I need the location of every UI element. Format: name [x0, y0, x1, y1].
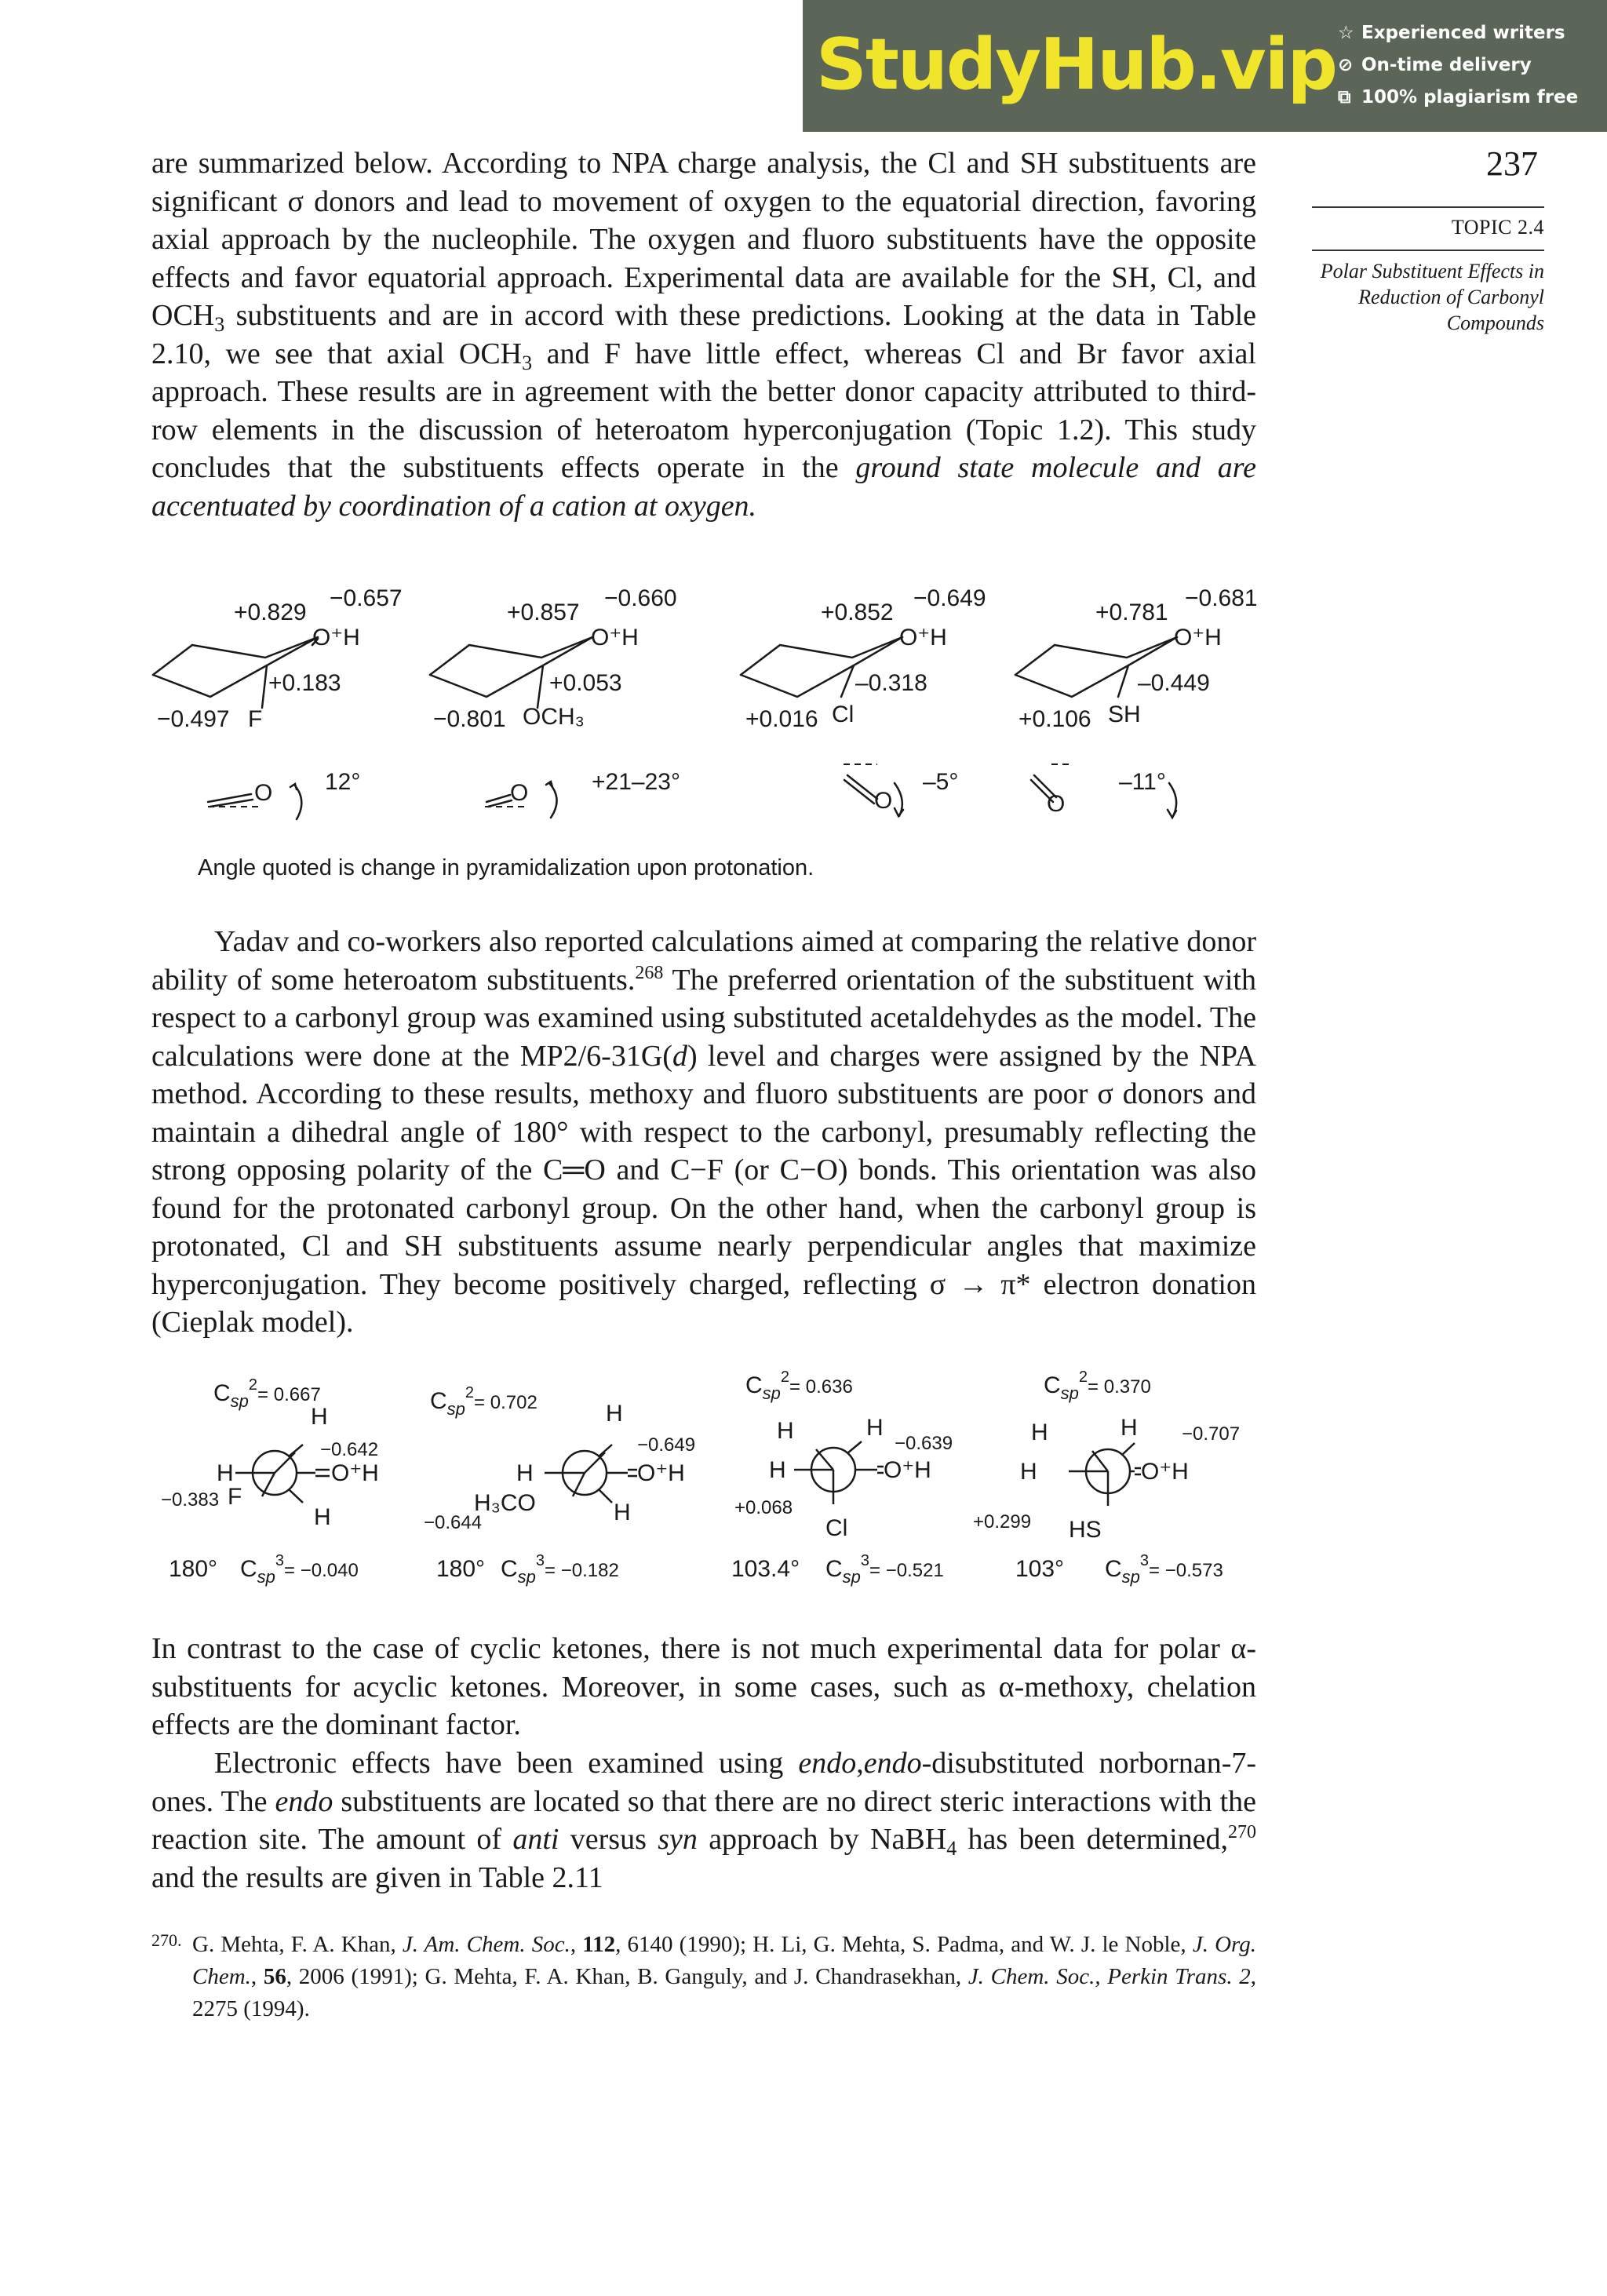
banner-features	[1338, 17, 1597, 114]
charge-carbonyl-c: +0.852	[821, 600, 894, 625]
dihedral-angle: 180°	[169, 1556, 218, 1582]
paragraph-3: In contrast to the case of cyclic ketones, there is not much experimental data for polar α-substituents for acyclic ketones. Moreover, in some cases, such as α-methoxy, chelation effects are the dominant factor.	[151, 1632, 1256, 1741]
charge-substituent: −0.644	[424, 1512, 483, 1533]
charge-substituent: −0.383	[161, 1489, 220, 1511]
protonated-oxygen: O⁺H	[1174, 625, 1222, 651]
charge-carbonyl-c: +0.781	[1095, 600, 1168, 625]
csp2-label: $C_{sp}^2_{= 0.667}$	[213, 1376, 321, 1411]
dihedral-angle: 103°	[1015, 1556, 1065, 1582]
charge-alpha-c: –0.449	[1138, 670, 1210, 696]
paragraph-4: Electronic effects have been examined using endo,endo-disubstituted norbornan-7-ones. The endo substituents are located so that there are no direct steric interactions with the reaction site. The amount of anti versus syn approach by NaBH$_4$ has been determined,$^{270}$ and the results are given in Table 2.11	[151, 1747, 1256, 1894]
charge-oxygen: −0.639	[895, 1433, 953, 1454]
substituent: H₃CO	[474, 1490, 536, 1516]
protonated-oxygen: O⁺H	[637, 1460, 685, 1486]
hydrogen-label: H	[314, 1504, 331, 1530]
paragraph-2: Yadav and co-workers also reported calculations aimed at comparing the relative donor ability of some heteroatom substituents.$^{268}$ The preferred orientation of the substituent with respect to a carbonyl group was examined using substituted acetaldehydes as the model. The calculations were done at the MP2/6-31G(d) level and charges were assigned by the NPA method. According to these results, methoxy and fluoro substituents are poor σ donors and maintain a dihedral angle of 180° with respect to the carbonyl, presumably reflecting the strong opposing polarity of the C═O and C−F (or C−O) bonds. This orientation was also found for the protonated carbonyl group. On the other hand, when the carbonyl group is protonated, Cl and SH substituents assume nearly perpendicular angles that maximize hyperconjugation. They become positively charged, reflecting σ → π* electron donation (Cieplak model).	[151, 925, 1256, 1339]
copy-icon: ⧉	[1338, 87, 1351, 108]
pyramidalization-angle: –11°	[1119, 769, 1166, 795]
header-rule	[1312, 250, 1544, 251]
hydrogen-label: H	[1020, 1459, 1037, 1485]
substituent: HS	[1069, 1517, 1102, 1543]
hydrogen-label: H	[516, 1460, 534, 1486]
clock-icon: ⊘	[1338, 55, 1354, 75]
csp3-label: $C_{sp}^3_{= -0.521}$	[825, 1552, 944, 1587]
charge-oxygen: −0.649	[637, 1434, 696, 1456]
charge-substituent: −0.801	[433, 706, 506, 732]
csp2-label: $C_{sp}^2_{= 0.370}$	[1044, 1369, 1151, 1403]
substituent: Cl	[825, 1515, 848, 1541]
carbonyl-oxygen: O	[254, 780, 273, 806]
substituent: SH	[1108, 702, 1141, 727]
charge-carbonyl-c: +0.829	[234, 600, 307, 625]
pyramidalization-angle: 12°	[325, 769, 361, 795]
banner-logo[interactable]: StudyHub.vip	[816, 24, 1336, 106]
carbonyl-oxygen: O	[510, 780, 529, 806]
dihedral-angle: 103.4°	[731, 1556, 800, 1582]
csp3-label: $C_{sp}^3_{= -0.040}$	[240, 1552, 359, 1587]
hydrogen-label: H	[866, 1415, 884, 1441]
csp2-label: $C_{sp}^2_{= 0.636}$	[745, 1369, 853, 1403]
hydrogen-label: H	[311, 1404, 328, 1430]
dihedral-angle: 180°	[436, 1556, 486, 1582]
charge-alpha-c: +0.053	[549, 670, 622, 696]
charge-oxygen: −0.707	[1182, 1423, 1241, 1445]
charge-substituent: −0.497	[157, 706, 230, 732]
hydrogen-label: H	[217, 1460, 234, 1486]
charge-carbonyl-c: +0.857	[507, 600, 580, 625]
hydrogen-label: H	[1121, 1415, 1138, 1441]
protonated-oxygen: O⁺H	[591, 625, 639, 651]
charge-substituent: +0.106	[1018, 706, 1091, 732]
banner-feature	[1338, 82, 1597, 114]
protonated-oxygen: O⁺H	[331, 1460, 379, 1486]
topic-label: TOPIC 2.4	[1451, 216, 1544, 239]
footnote: 270. G. Mehta, F. A. Khan, J. Am. Chem. Soc., 112, 6140 (1990); H. Li, G. Mehta, S. Padma, and W. J. le Noble, J. Org. Chem., 56, 2006 (1991); G. Mehta, F. A. Khan, B. Ganguly, and J. Chandrasekhan, J. Chem. Soc., Perkin Trans. 2, 2275 (1994).	[151, 1929, 1256, 2025]
banner-feature-text: On-time delivery	[1361, 55, 1532, 75]
hydrogen-label: H	[1031, 1420, 1048, 1445]
footnote-number: 270.	[151, 1930, 182, 1950]
charge-substituent: +0.016	[745, 706, 818, 732]
pyramidalization-angle: +21–23°	[592, 769, 680, 795]
csp3-label: $C_{sp}^3_{= -0.182}$	[501, 1552, 619, 1587]
charge-alpha-c: –0.318	[855, 670, 927, 696]
carbonyl-oxygen: O	[1047, 791, 1066, 817]
csp3-label: $C_{sp}^3_{= -0.573}$	[1105, 1552, 1223, 1587]
charge-oxygen: −0.660	[604, 585, 677, 611]
header-rule	[1312, 206, 1544, 208]
charge-oxygen: −0.642	[320, 1439, 379, 1460]
substituent: F	[248, 706, 263, 732]
paragraph-1: are summarized below. According to NPA charge analysis, the Cl and SH substituents are significant σ donors and lead to movement of oxygen to the equatorial direction, favoring axial approach by the nucleophile. The oxygen and fluoro substituents have the opposite effects and favor equatorial approach. Experimental data are available for the SH, Cl, and $OCH_3$ substituents and are in accord with these predictions. Looking at the data in Table 2.10, we see that axial $OCH_3$ and F have little effect, whereas Cl and Br favor axial approach. These results are in agreement with the better donor capacity attributed to third-row elements in the discussion of heteroatom hyperconjugation (Topic 1.2). This study concludes that the substituents effects operate in the ground state molecule and are accentuated by coordination of a cation at oxygen.	[151, 147, 1256, 523]
charge-substituent: +0.068	[734, 1497, 793, 1518]
pyramidalization-angle: –5°	[923, 769, 959, 795]
charge-oxygen: −0.657	[330, 585, 403, 611]
banner-feature-text: 100% plagiarism free	[1361, 87, 1579, 108]
substituent: Cl	[832, 702, 855, 727]
topic-title: Polar Substituent Effects in Reduction of Carbonyl Compounds	[1320, 260, 1544, 334]
figure-newman-projections	[0, 1369, 1287, 1605]
hydrogen-label: H	[614, 1500, 631, 1525]
hydrogen-label: H	[769, 1457, 786, 1483]
protonated-oxygen: O⁺H	[899, 625, 947, 651]
banner-feature	[1338, 17, 1597, 49]
protonated-oxygen: O⁺H	[884, 1457, 931, 1483]
charge-substituent: +0.299	[973, 1511, 1032, 1532]
protonated-oxygen: O⁺H	[312, 625, 360, 651]
page-number: 237	[1486, 144, 1538, 183]
protonated-oxygen: O⁺H	[1141, 1459, 1189, 1485]
hydrogen-label: H	[777, 1418, 794, 1444]
charge-oxygen: −0.649	[913, 585, 986, 611]
figure-caption: Angle quoted is change in pyramidalization upon protonation.	[198, 855, 814, 880]
csp2-label: $C_{sp}^2_{= 0.702}$	[430, 1384, 537, 1419]
substituent: OCH₃	[523, 704, 585, 730]
star-icon: ☆	[1338, 23, 1354, 43]
charge-alpha-c: +0.183	[268, 670, 341, 696]
banner-feature-text: Experienced writers	[1361, 23, 1565, 43]
charge-oxygen: −0.681	[1185, 585, 1258, 611]
carbonyl-oxygen: O	[874, 788, 893, 814]
banner-feature	[1338, 49, 1597, 82]
figure-cyclohexanone-charges	[0, 573, 1287, 902]
hydrogen-label: H	[606, 1401, 623, 1427]
substituent: F	[228, 1484, 242, 1510]
